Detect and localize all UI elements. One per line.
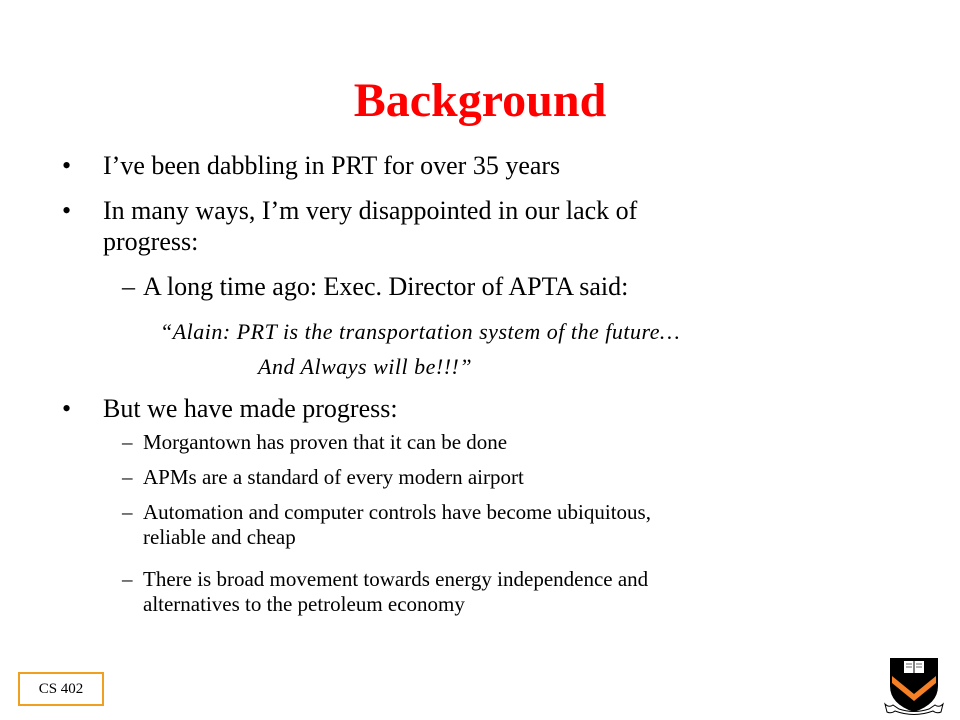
bullet-text-2: In many ways, I’m very disappointed in our lack of [103, 196, 638, 225]
bullet-text-1: I’ve been dabbling in PRT for over 35 years [103, 151, 561, 180]
quote-line-1: “Alain: PRT is the transportation system of the future… [160, 319, 681, 344]
bullet-icon: • [62, 196, 72, 225]
course-label: CS 402 [38, 680, 84, 697]
dash-icon: – [122, 567, 133, 591]
progress-item-3: Automation and computer controls have become ubiquitous, [143, 500, 651, 524]
bullet-icon: • [62, 151, 72, 180]
dash-icon: – [122, 430, 133, 454]
sub-item-text: A long time ago: Exec. Director of APTA said: [143, 272, 629, 301]
bullet-text-2-cont: progress: [103, 227, 199, 256]
progress-item-4: There is broad movement towards energy independence and [143, 567, 649, 591]
course-badge [18, 672, 104, 706]
princeton-shield-logo-icon [883, 652, 945, 716]
progress-item-4-cont: alternatives to the petroleum economy [143, 592, 465, 616]
dash-icon: – [122, 272, 135, 301]
bullet-text-3: But we have made progress: [103, 394, 398, 423]
progress-item-1: Morgantown has proven that it can be done [143, 430, 508, 454]
dash-icon: – [122, 500, 133, 524]
bullet-icon: • [62, 394, 72, 423]
slide-title: Background [353, 74, 607, 127]
dash-icon: – [122, 465, 133, 489]
progress-item-2: APMs are a standard of every modern airport [143, 465, 524, 489]
quote-line-2: And Always will be!!!” [258, 354, 473, 379]
progress-item-3-cont: reliable and cheap [143, 525, 296, 549]
